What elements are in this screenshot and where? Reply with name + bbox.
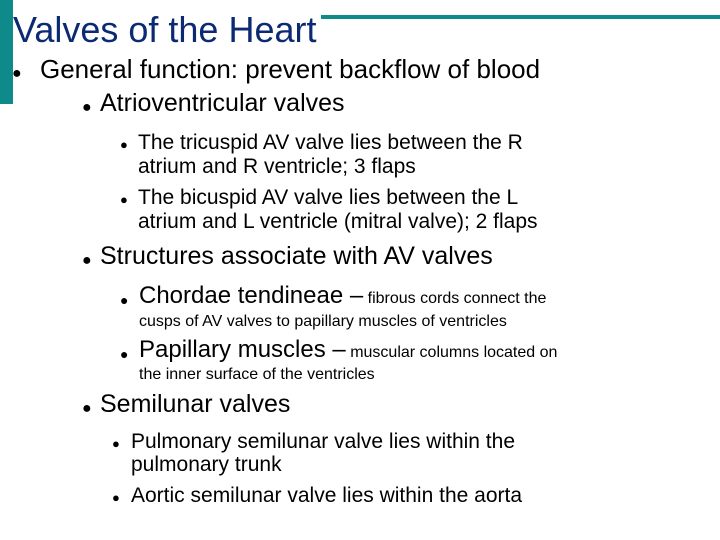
bicuspid-line-2: atrium and L ventricle (mitral valve); 2 flaps	[138, 210, 538, 233]
bullet-icon: ●	[12, 65, 22, 82]
tricuspid-line-2: atrium and R ventricle; 3 flaps	[138, 155, 416, 178]
bullet-icon: ●	[120, 346, 129, 362]
papillary-desc-2: the inner surface of the ventricles	[139, 366, 375, 383]
papillary-desc-1: muscular columns located on	[350, 344, 558, 361]
papillary-item	[139, 337, 557, 363]
bullet-icon: ●	[82, 252, 92, 269]
chordae-desc-2: cusps of AV valves to papillary muscles of ventricles	[139, 313, 507, 330]
papillary-title: Papillary muscles –	[139, 336, 346, 363]
bullet-icon: ●	[82, 400, 92, 417]
bullet-icon: ●	[112, 490, 120, 505]
bullet-icon: ●	[120, 192, 128, 207]
bullet-icon: ●	[82, 99, 92, 116]
chordae-item	[139, 283, 546, 309]
av-valves-heading: Atrioventricular valves	[100, 89, 345, 117]
chordae-desc-1: fibrous cords connect the	[367, 290, 547, 307]
bullet-icon: ●	[120, 137, 128, 152]
structures-heading: Structures associate with AV valves	[100, 242, 493, 270]
chordae-title: Chordae tendineae –	[139, 282, 364, 309]
pulmonary-line-2: pulmonary trunk	[131, 453, 282, 476]
aortic-line: Aortic semilunar valve lies within the aorta	[131, 484, 523, 507]
bullet-icon: ●	[120, 292, 129, 308]
tricuspid-line-1: The tricuspid AV valve lies between the R	[138, 131, 523, 154]
pulmonary-line-1: Pulmonary semilunar valve lies within the	[131, 430, 515, 453]
bullet-icon: ●	[112, 436, 120, 451]
general-function-text: General function: prevent backflow of blood	[40, 54, 541, 84]
semilunar-heading: Semilunar valves	[100, 390, 291, 418]
slide-title: Valves of the Heart	[13, 12, 321, 48]
accent-bar-left	[0, 0, 13, 104]
bicuspid-line-1: The bicuspid AV valve lies between the L	[138, 186, 519, 209]
